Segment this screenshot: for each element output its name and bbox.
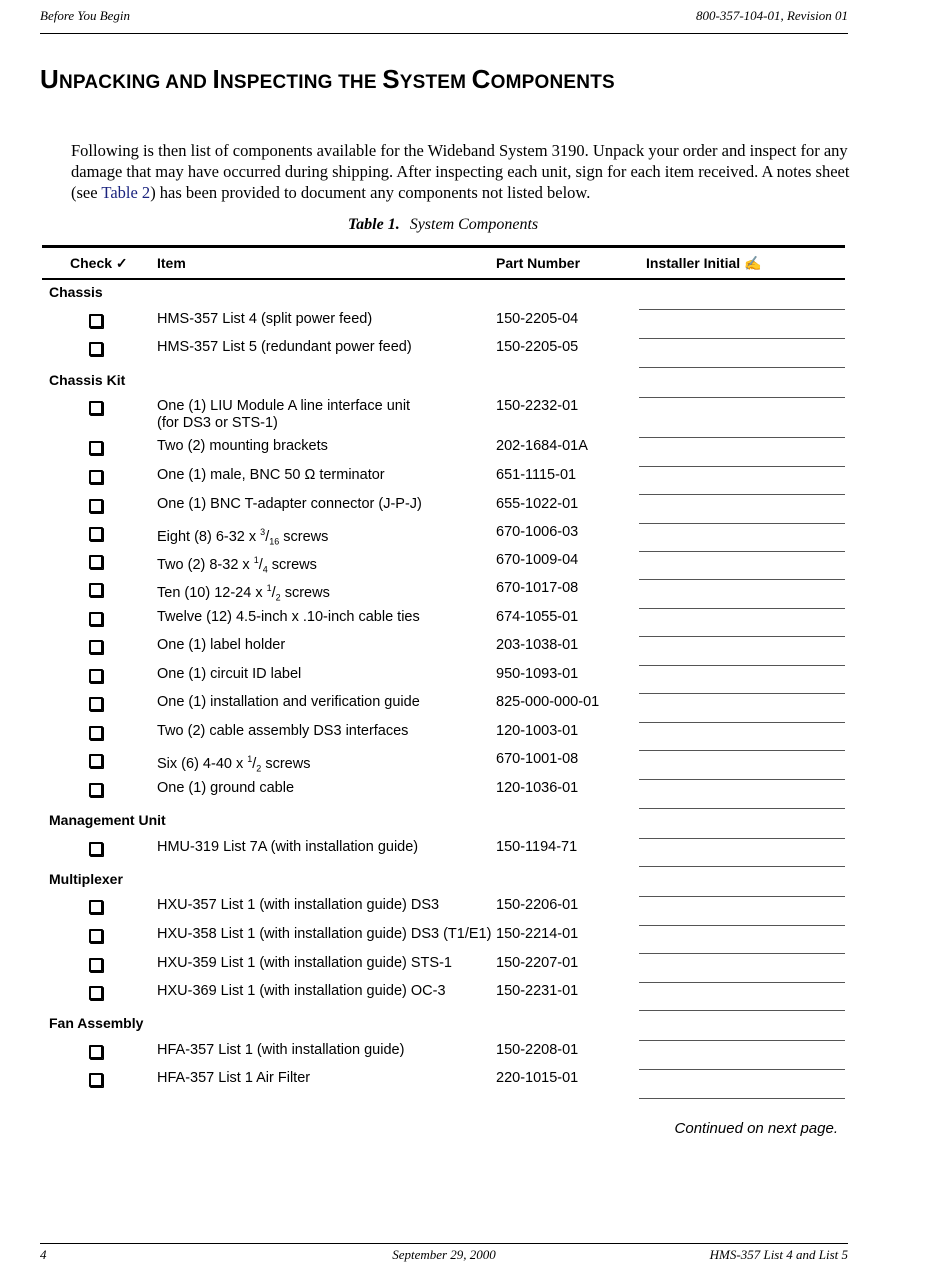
- checkbox[interactable]: [89, 470, 103, 484]
- checkbox[interactable]: [89, 842, 103, 856]
- checkbox[interactable]: [89, 986, 103, 1000]
- column-header-part-number: Part Number: [496, 255, 581, 271]
- checkbox[interactable]: [89, 783, 103, 797]
- initial-line[interactable]: [639, 551, 845, 552]
- initial-line[interactable]: [639, 838, 845, 839]
- table-2-link[interactable]: Table 2: [101, 182, 151, 202]
- checkbox[interactable]: [89, 401, 103, 415]
- initial-line[interactable]: [639, 1098, 845, 1099]
- initial-line[interactable]: [639, 896, 845, 897]
- checkbox[interactable]: [89, 1073, 103, 1087]
- checkbox[interactable]: [89, 697, 103, 711]
- initial-line[interactable]: [639, 722, 845, 723]
- checkbox[interactable]: [89, 726, 103, 740]
- initial-line[interactable]: [639, 1040, 845, 1041]
- table-caption: Table 1. System Components: [347, 216, 539, 233]
- initial-line[interactable]: [639, 338, 845, 339]
- footer-date: September 29, 2000: [392, 1247, 496, 1262]
- continued-note: Continued on next page.: [674, 1120, 838, 1137]
- initial-line[interactable]: [639, 579, 845, 580]
- table-header-row: [42, 248, 845, 280]
- checkbox[interactable]: [89, 669, 103, 683]
- group-multiplexer: Multiplexer: [49, 871, 123, 887]
- initial-line[interactable]: [639, 466, 845, 467]
- initial-line[interactable]: [639, 750, 845, 751]
- checkbox[interactable]: [89, 612, 103, 626]
- checkbox[interactable]: [89, 499, 103, 513]
- checkbox[interactable]: [89, 929, 103, 943]
- group-chassis: Chassis: [49, 284, 103, 300]
- group-management-unit: Management Unit: [49, 812, 166, 828]
- initial-line[interactable]: [639, 523, 845, 524]
- checkbox[interactable]: [89, 583, 103, 597]
- checkbox[interactable]: [89, 555, 103, 569]
- page-footer: [40, 1243, 848, 1262]
- initial-line[interactable]: [639, 437, 845, 438]
- initial-line[interactable]: [639, 397, 845, 398]
- initial-line[interactable]: [639, 779, 845, 780]
- initial-line[interactable]: [639, 608, 845, 609]
- checkbox[interactable]: [89, 342, 103, 356]
- initial-line[interactable]: [639, 808, 845, 809]
- checkbox[interactable]: [89, 900, 103, 914]
- initial-line[interactable]: [639, 494, 845, 495]
- checkbox[interactable]: [89, 441, 103, 455]
- intro-paragraph: Following is then list of components available for the Wideband System 3190. Unpack your order and inspect for any damage that may have occurred during shipping. After inspecting each unit, sign for each item received. A notes sheet (see Table 2) has been provided to document any components not listed below.: [71, 140, 850, 202]
- initial-line[interactable]: [639, 1010, 845, 1011]
- checkbox[interactable]: [89, 640, 103, 654]
- group-chassis-kit: Chassis Kit: [49, 372, 126, 388]
- page-header: [40, 8, 848, 34]
- page-title: UNPACKING AND INSPECTING THE SYSTEM COMPONENTS: [40, 64, 615, 94]
- checkbox[interactable]: [89, 1045, 103, 1059]
- group-fan-assembly: Fan Assembly: [49, 1015, 144, 1031]
- footer-product: HMS-357 List 4 and List 5: [709, 1247, 848, 1262]
- initial-line[interactable]: [639, 925, 845, 926]
- page-number: 4: [40, 1247, 47, 1262]
- initial-line[interactable]: [639, 309, 845, 310]
- components-table: [42, 245, 845, 1100]
- header-section: Before You Begin: [40, 8, 131, 23]
- table-body: Chassis HMS-357 List 4 (split power feed) 150-2205-04 HMS-357 List 5 (redundant power feed) 150-2205-05 Chassis Kit One (1) LIU Module A line interface unit (for DS3 or STS-1) 150-2232-01 Two (2) mounting brackets 202-1684-01A One (1) male, BNC 50 Ω terminator 651-1115-01 One (1) BNC T-adapter connector (J-P-J) 655-1022-01 Eight (8) 6-32 x $^3/_{16}$ screws 670-1006-03 Two (2) 8-32 x $^1/_4$ screws 670-1009-04 Ten (10) 12-24 x $^1/_2$ screws 670-1017-08 Twelve (12) 4.5-inch x .10-inch cable ties 674-1055-01 One (1) label holder 203-1038-01 One (1) circuit ID label 950-1093-01 One (1) installation and verification guide 825-000-000-01 Two (2) cable assembly DS3 interfaces 120-1003-01 Six (6) 4-40 x $^1/_2$ screws 670-1001-08 One (1) ground cable 120-1036-01 Management Unit HMU-319 List 7A (with installation guide) 150-1194-71 Multiplexer HXU-357 List 1 (with installation guide) DS3 150-2206-01 HXU-358 List 1 (with installation guide) DS3 (T1/E1) 150-2214-01 HXU-359 List 1 (with installation guide) STS-1 150-2207-01 HXU-369 List 1 (with installation guide) OC-3 150-2231-01 Fan Assembly HFA-357 List 1 (with installation guide) 150-2208-01 HFA-357 List 1 Air Filter 220-1015-01: [42, 280, 845, 1100]
- checkbox[interactable]: [89, 754, 103, 768]
- initial-line[interactable]: [639, 665, 845, 666]
- checkbox[interactable]: [89, 958, 103, 972]
- initial-line[interactable]: [639, 1069, 845, 1070]
- checkbox[interactable]: [89, 314, 103, 328]
- initial-line[interactable]: [639, 693, 845, 694]
- initial-line[interactable]: [639, 953, 845, 954]
- column-header-item: Item: [157, 255, 186, 271]
- initial-line[interactable]: [639, 636, 845, 637]
- initial-line[interactable]: [639, 982, 845, 983]
- checkbox[interactable]: [89, 527, 103, 541]
- column-header-check: Check ✓: [70, 255, 128, 271]
- initial-line[interactable]: [639, 866, 845, 867]
- header-doc-number: 800-357-104-01, Revision 01: [695, 8, 848, 23]
- column-header-installer-initial: Installer Initial ✍: [646, 255, 762, 271]
- initial-line[interactable]: [639, 367, 845, 368]
